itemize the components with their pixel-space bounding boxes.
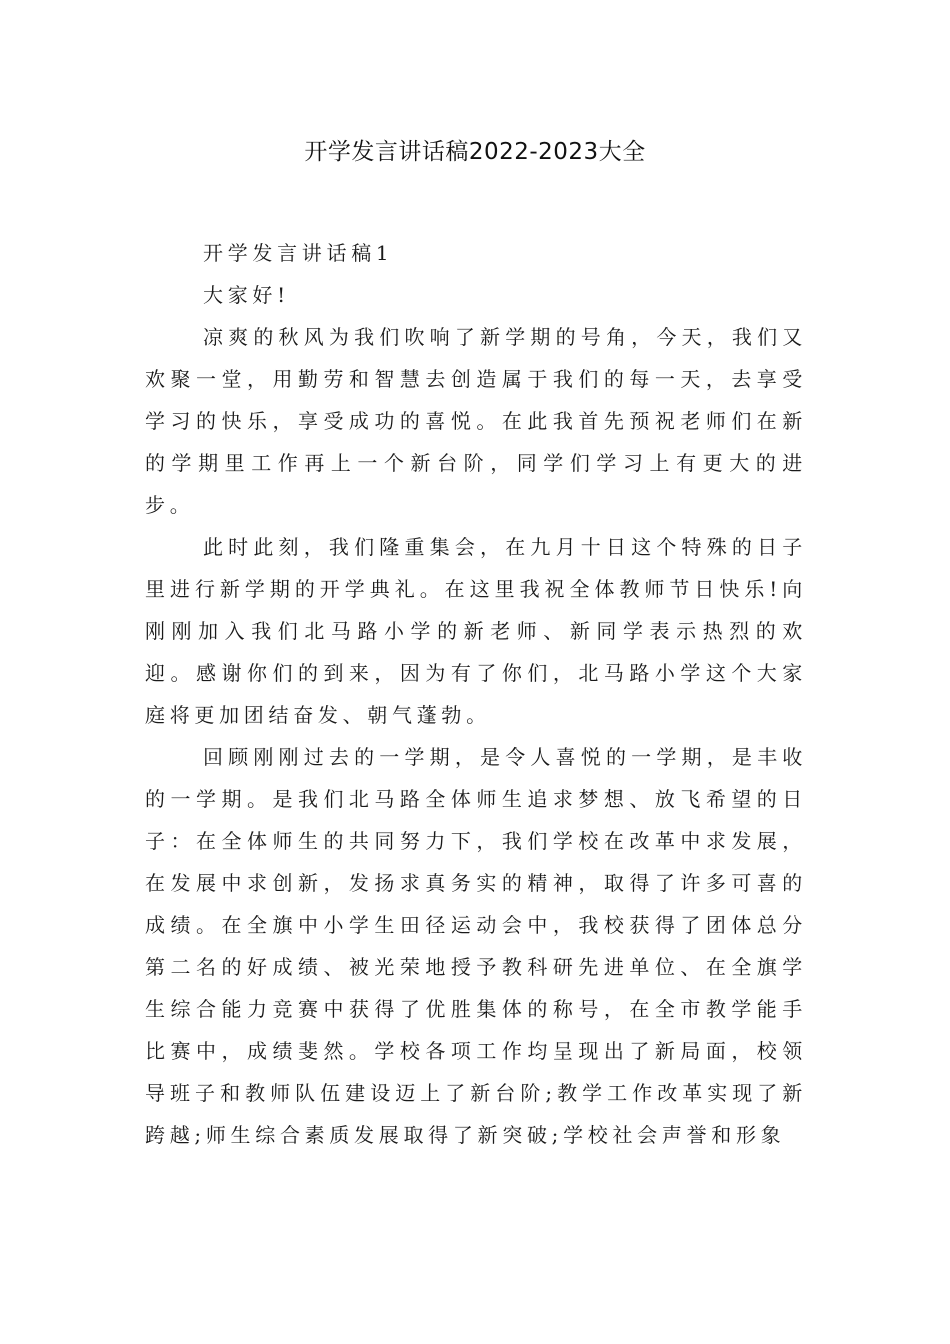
section-heading: 开学发言讲话稿1 — [203, 241, 394, 265]
greeting-paragraph: 大家好! — [203, 283, 290, 307]
document-body — [145, 232, 807, 1156]
document-title: 开学发言讲话稿2022-2023大全 — [304, 139, 646, 165]
body-paragraph-1: 凉爽的秋风为我们吹响了新学期的号角，今天，我们又欢聚一堂，用勤劳和智慧去创造属于我们的每一天，去享受学习的快乐，享受成功的喜悦。在此我首先预祝老师们在新的学期里工作再上一个新台阶，同学们学习上有更大的进步。 — [145, 325, 807, 517]
body-paragraph-2: 此时此刻，我们隆重集会，在九月十日这个特殊的日子里进行新学期的开学典礼。在这里我祝全体教师节日快乐!向刚刚加入我们北马路小学的新老师、新同学表示热烈的欢迎。感谢你们的到来，因为有了你们，北马路小学这个大家庭将更加团结奋发、朝气蓬勃。 — [145, 535, 807, 727]
body-paragraph-3: 回顾刚刚过去的一学期，是令人喜悦的一学期，是丰收的一学期。是我们北马路全体师生追求梦想、放飞希望的日子：在全体师生的共同努力下，我们学校在改革中求发展，在发展中求创新，发扬求真务实的精神，取得了许多可喜的成绩。在全旗中小学生田径运动会中，我校获得了团体总分第二名的好成绩、被光荣地授予教科研先进单位、在全旗学生综合能力竞赛中获得了优胜集体的称号，在全市教学能手比赛中，成绩斐然。学校各项工作均呈现出了新局面，校领导班子和教师队伍建设迈上了新台阶;教学工作改革实现了新跨越;师生综合素质发展取得了新突破;学校社会声誉和形象 — [145, 745, 807, 1147]
